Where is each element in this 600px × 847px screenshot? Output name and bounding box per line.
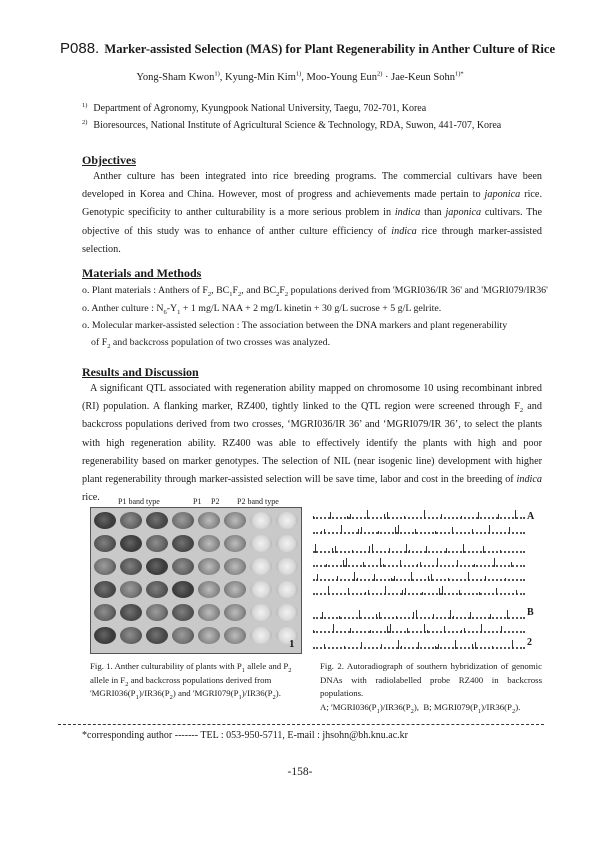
paper-title: Marker-assisted Selection (MAS) for Plant Regenerability in Anther Culture of Rice bbox=[104, 42, 556, 56]
culture-well bbox=[224, 535, 246, 552]
gel-band bbox=[363, 562, 364, 567]
gel-lane-baseline bbox=[313, 516, 525, 519]
gel-band bbox=[435, 531, 436, 534]
gel-band bbox=[424, 624, 425, 633]
gel-band bbox=[481, 624, 482, 633]
objectives-text-segment: rice through marker-assisted selection. bbox=[82, 225, 542, 255]
gel-band bbox=[511, 562, 512, 567]
culture-well bbox=[250, 604, 272, 621]
culture-well bbox=[276, 535, 298, 552]
gel-band bbox=[470, 612, 471, 619]
author-mark: 2) bbox=[376, 70, 383, 78]
gel-band bbox=[415, 529, 416, 534]
gel-lane-baseline bbox=[313, 630, 525, 633]
culture-well bbox=[172, 581, 194, 598]
gel-band bbox=[378, 531, 379, 534]
fig2-panel-b-label: B bbox=[527, 607, 534, 618]
gel-band bbox=[461, 516, 462, 519]
gel-band bbox=[361, 527, 362, 534]
gel-band bbox=[427, 630, 428, 633]
gel-band bbox=[341, 525, 342, 534]
gel-band bbox=[420, 562, 421, 567]
gel-lane bbox=[313, 609, 525, 619]
gel-band bbox=[383, 564, 384, 567]
gel-lane-baseline bbox=[313, 592, 525, 595]
gel-lane-baseline bbox=[313, 531, 525, 534]
gel-band bbox=[328, 586, 329, 595]
fig2-panel-2-label: 2 bbox=[527, 637, 532, 648]
culture-well bbox=[120, 627, 142, 644]
gel-band bbox=[367, 510, 368, 519]
gel-band bbox=[344, 646, 345, 649]
culture-well bbox=[94, 512, 116, 529]
method-item-2: o. Anther culture : $N_6-Y_1 + 1$ mg/L NAA + 2 mg/L kinetin + 30 g/L sucrose + 5 g/L gelrite. bbox=[82, 303, 442, 316]
affiliation-1 bbox=[82, 103, 426, 114]
gel-band bbox=[446, 548, 447, 553]
gel-lane bbox=[313, 623, 525, 633]
fig1-p1-label: P1 bbox=[193, 497, 202, 506]
results-text-segment: indica bbox=[516, 474, 542, 486]
objectives-text-segment: than bbox=[420, 207, 446, 219]
corresponding-author-line: *corresponding author ------- TEL : 053-950-5711, E-mail : jhsohn@bh.knu.ac.kr bbox=[82, 730, 408, 741]
gel-band bbox=[376, 614, 377, 619]
gel-band bbox=[442, 586, 443, 595]
culture-well bbox=[198, 558, 220, 575]
gel-band bbox=[433, 614, 434, 619]
gel-band bbox=[512, 640, 513, 649]
gel-band bbox=[387, 512, 388, 519]
gel-band bbox=[394, 576, 395, 581]
gel-band bbox=[350, 628, 351, 633]
gel-band bbox=[317, 574, 318, 581]
gel-band bbox=[472, 644, 473, 649]
results-paragraph bbox=[82, 380, 542, 507]
gel-band bbox=[411, 572, 412, 581]
gel-band bbox=[368, 590, 369, 595]
culture-well bbox=[276, 627, 298, 644]
methods-heading: Materials and Methods bbox=[82, 266, 202, 280]
gel-band bbox=[441, 514, 442, 519]
gel-band bbox=[409, 550, 410, 553]
gel-band bbox=[398, 640, 399, 649]
gel-band bbox=[505, 578, 506, 581]
gel-band bbox=[365, 592, 366, 595]
gel-band bbox=[354, 572, 355, 581]
gel-band bbox=[407, 628, 408, 633]
gel-band bbox=[489, 525, 490, 534]
gel-band bbox=[321, 531, 322, 534]
gel-band bbox=[332, 548, 333, 553]
gel-band bbox=[498, 514, 499, 519]
culture-well bbox=[146, 627, 168, 644]
gel-band bbox=[313, 516, 314, 519]
gel-band bbox=[402, 590, 403, 595]
culture-well bbox=[198, 627, 220, 644]
affiliation-text: Bioresources, National Institute of Agricultural Science & Technology, RDA, Suwon, 441-707, Korea bbox=[93, 120, 502, 131]
culture-well bbox=[146, 604, 168, 621]
culture-well bbox=[120, 535, 142, 552]
culture-well bbox=[146, 535, 168, 552]
culture-well bbox=[94, 558, 116, 575]
culture-well bbox=[94, 581, 116, 598]
author-name: Yong-Sham Kwon bbox=[136, 72, 215, 83]
fig1-number: 1 bbox=[289, 638, 295, 650]
gel-band bbox=[400, 560, 401, 567]
culture-well bbox=[120, 604, 142, 621]
gel-lane bbox=[313, 524, 525, 534]
figure1-caption: Fig. 1. Anther culturability of plants with $P_1$ allele and $P_2$ allele in $F_2$ and backcross populations derived from '$MGRI036(P_1)/IR36(P_2)$ and '$MGRI079(P_1)/IR36(P_2)$. bbox=[90, 661, 292, 701]
gel-band bbox=[343, 560, 344, 567]
gel-band bbox=[352, 550, 353, 553]
gel-band bbox=[439, 588, 440, 595]
gel-band bbox=[326, 564, 327, 567]
author-name: Moo-Young Eun bbox=[306, 72, 377, 83]
gel-lane bbox=[313, 585, 525, 595]
culture-well bbox=[94, 627, 116, 644]
gel-band bbox=[464, 628, 465, 633]
gel-band bbox=[472, 529, 473, 534]
gel-band bbox=[333, 624, 334, 633]
gel-band bbox=[385, 586, 386, 595]
objectives-text-segment: Anther culture has been integrated into rice breeding programs. The commercial cultivars have been developed in Korea and China. However, most of progress and achievements made pertain to bbox=[82, 171, 542, 201]
gel-band bbox=[461, 630, 462, 633]
gel-lane bbox=[313, 557, 525, 567]
results-heading: Results and Discussion bbox=[82, 365, 199, 379]
gel-band bbox=[444, 626, 445, 633]
gel-band bbox=[422, 592, 423, 595]
gel-band bbox=[389, 548, 390, 553]
culture-well bbox=[94, 535, 116, 552]
culture-well bbox=[172, 604, 194, 621]
culture-well bbox=[172, 627, 194, 644]
gel-band bbox=[315, 544, 316, 553]
gel-band bbox=[324, 529, 325, 534]
gel-band bbox=[398, 525, 399, 534]
results-text-segment: 2 bbox=[519, 407, 524, 415]
gel-band bbox=[374, 574, 375, 581]
gel-band bbox=[496, 588, 497, 595]
gel-band bbox=[490, 614, 491, 619]
culture-well bbox=[146, 558, 168, 575]
gel-band bbox=[401, 646, 402, 649]
gel-band bbox=[435, 646, 436, 649]
culture-well bbox=[172, 558, 194, 575]
gel-band bbox=[404, 516, 405, 519]
culture-well bbox=[172, 512, 194, 529]
culture-well bbox=[224, 558, 246, 575]
gel-band bbox=[494, 558, 495, 567]
culture-well bbox=[250, 581, 272, 598]
method-item-3: o. Molecular marker-assisted selection : The association between the DNA markers and plant regenerability bbox=[82, 320, 508, 331]
author-mark: 1)* bbox=[455, 70, 464, 78]
autoradiograph-image bbox=[313, 505, 538, 657]
fig2-panel-a-label: A bbox=[527, 511, 535, 522]
culture-well bbox=[120, 558, 142, 575]
gel-lane bbox=[313, 571, 525, 581]
gel-band bbox=[463, 544, 464, 553]
gel-band bbox=[369, 546, 370, 553]
gel-band bbox=[431, 574, 432, 581]
gel-band bbox=[500, 550, 501, 553]
gel-band bbox=[426, 546, 427, 553]
culture-well bbox=[276, 512, 298, 529]
gel-band bbox=[515, 510, 516, 519]
culture-well bbox=[146, 581, 168, 598]
gel-band bbox=[390, 624, 391, 633]
culture-well bbox=[94, 604, 116, 621]
culture-well bbox=[198, 581, 220, 598]
affiliation-mark: 1) bbox=[82, 101, 88, 109]
gel-lane bbox=[313, 543, 525, 553]
gel-band bbox=[455, 640, 456, 649]
gel-band bbox=[516, 590, 517, 595]
culture-well bbox=[198, 535, 220, 552]
gel-band bbox=[501, 626, 502, 633]
gel-band bbox=[485, 576, 486, 581]
affiliation-2 bbox=[82, 120, 501, 131]
gel-lane-baseline bbox=[313, 550, 525, 553]
gel-band bbox=[391, 578, 392, 581]
gel-band bbox=[418, 642, 419, 649]
results-text-segment: and backcross populations derived from two crosses, ‘MGRI036/IR 36’ and ‘MGRI079/IR 36’, to select the plants with high regeneration ability. RZ400 was able to effectively identify the plants with high and poor regenerability based on marker genotypes. The selection of NIL (near isogenic line) development with higher plant regenerability through marker-assisted selection will be save time, labor and cost in the breeding of bbox=[82, 401, 542, 486]
anther-culture-plate-photo bbox=[90, 507, 302, 654]
culture-well bbox=[120, 512, 142, 529]
objectives-text-segment: rice. Genotypic specificity to anther culturability is a more serious problem in bbox=[82, 189, 542, 219]
gel-band bbox=[381, 644, 382, 649]
gel-lane-baseline bbox=[313, 578, 525, 581]
gel-band bbox=[380, 558, 381, 567]
culture-well bbox=[224, 627, 246, 644]
culture-well bbox=[276, 581, 298, 598]
gel-band bbox=[335, 546, 336, 553]
gel-band bbox=[357, 578, 358, 581]
fig1-p2-label: P2 bbox=[211, 497, 220, 506]
method-item-1: o. Plant materials : Anthers of $F_2$, $BC_1F_2$, and $BC_2F_2$ populations derived from 'MGRI036/IR 36' and 'MGRI079/IR36' bbox=[82, 285, 548, 298]
author-mark: 1) bbox=[295, 70, 302, 78]
gel-band bbox=[348, 588, 349, 595]
culture-well bbox=[224, 604, 246, 621]
gel-band bbox=[313, 630, 314, 633]
gel-band bbox=[437, 558, 438, 567]
results-text-segment: rice. bbox=[82, 492, 100, 504]
gel-band bbox=[361, 642, 362, 649]
gel-band bbox=[370, 630, 371, 633]
fig1-p2-band-label: P2 band type bbox=[237, 497, 279, 506]
objectives-text-segment: indica bbox=[391, 225, 417, 237]
gel-band bbox=[387, 626, 388, 633]
culture-well bbox=[250, 627, 272, 644]
paper-title-line bbox=[60, 40, 560, 57]
objectives-heading: Objectives bbox=[82, 153, 136, 167]
gel-band bbox=[350, 514, 351, 519]
gel-band bbox=[450, 610, 451, 619]
culture-well bbox=[250, 512, 272, 529]
gel-band bbox=[452, 527, 453, 534]
abstract-code: P088. bbox=[60, 40, 100, 57]
culture-well bbox=[250, 558, 272, 575]
footer-separator bbox=[58, 724, 544, 725]
gel-band bbox=[507, 610, 508, 619]
gel-lane bbox=[313, 639, 525, 649]
gel-band bbox=[339, 616, 340, 619]
method-item-3-cont: of $F_2$ and backcross population of two crosses was analyzed. bbox=[91, 337, 331, 350]
gel-band bbox=[405, 588, 406, 595]
results-text-segment: A significant QTL associated with regeneration ability mapped on chromosome 10 using recombinant inbred (RI) population. A flanking marker, RZ400, tightly linked to the QTL region were screened through F bbox=[82, 383, 542, 413]
gel-band bbox=[459, 590, 460, 595]
gel-band bbox=[346, 558, 347, 567]
gel-band bbox=[438, 644, 439, 649]
author-name: Jae-Keun Sohn bbox=[391, 72, 455, 83]
gel-band bbox=[457, 560, 458, 567]
page-number: -158- bbox=[287, 766, 313, 778]
gel-band bbox=[372, 544, 373, 553]
gel-band bbox=[416, 610, 417, 619]
gel-band bbox=[492, 646, 493, 649]
culture-well bbox=[198, 604, 220, 621]
gel-band bbox=[324, 644, 325, 649]
author-mark: 1) bbox=[214, 70, 220, 78]
gel-band bbox=[347, 516, 348, 519]
gel-band bbox=[424, 510, 425, 519]
figure2-caption: Fig. 2. Autoradiograph of southern hybridization of genomic DNAs with radiolabelled probe RZ400 in backcross populations. A; '$MGRI036(P_1)/IR36(P_2)$, B; $MGRI079(P_1)/IR36(P_2)$. bbox=[320, 661, 542, 715]
gel-band bbox=[396, 616, 397, 619]
objectives-text-segment: japonica bbox=[484, 189, 521, 201]
gel-band bbox=[395, 527, 396, 534]
culture-well bbox=[224, 581, 246, 598]
culture-well bbox=[250, 535, 272, 552]
gel-band bbox=[337, 576, 338, 581]
gel-band bbox=[413, 612, 414, 619]
fig1-p1-band-label: P1 band type bbox=[118, 497, 160, 506]
author-list: Yong-Sham Kwon$^{1)}$, Kyung-Min Kim$^{1)}$, Moo-Young Eun$^{2)}$ · Jae-Keun Sohn$^{1)*}$ bbox=[136, 70, 464, 83]
culture-well bbox=[198, 512, 220, 529]
gel-band bbox=[474, 564, 475, 567]
gel-band bbox=[468, 572, 469, 581]
gel-band bbox=[509, 527, 510, 534]
gel-band bbox=[483, 546, 484, 553]
culture-well bbox=[276, 604, 298, 621]
author-name: Kyung-Min Kim bbox=[225, 72, 296, 83]
gel-band bbox=[359, 610, 360, 619]
gel-band bbox=[479, 592, 480, 595]
gel-band bbox=[417, 564, 418, 567]
gel-band bbox=[475, 642, 476, 649]
culture-well bbox=[224, 512, 246, 529]
gel-lane-baseline bbox=[313, 616, 525, 619]
gel-band bbox=[330, 512, 331, 519]
culture-well bbox=[172, 535, 194, 552]
gel-band bbox=[406, 544, 407, 553]
gel-band bbox=[428, 576, 429, 581]
culture-well bbox=[120, 581, 142, 598]
gel-band bbox=[322, 612, 323, 619]
gel-band bbox=[448, 578, 449, 581]
objectives-text-segment: cultivars. The objective of this study was to enhance of anther culture efficiency of bbox=[82, 207, 543, 237]
culture-well bbox=[276, 558, 298, 575]
gel-band bbox=[358, 529, 359, 534]
gel-band bbox=[453, 616, 454, 619]
gel-band bbox=[384, 514, 385, 519]
gel-band bbox=[379, 612, 380, 619]
culture-well bbox=[146, 512, 168, 529]
gel-lane bbox=[313, 509, 525, 519]
gel-band bbox=[478, 512, 479, 519]
objectives-paragraph bbox=[82, 168, 542, 259]
affiliation-mark: 2) bbox=[82, 118, 88, 126]
affiliation-text: Department of Agronomy, Kyungpook National University, Taegu, 702-701, Korea bbox=[93, 103, 427, 114]
objectives-text-segment: indica bbox=[394, 207, 421, 219]
objectives-text-segment: japonica bbox=[445, 207, 482, 219]
